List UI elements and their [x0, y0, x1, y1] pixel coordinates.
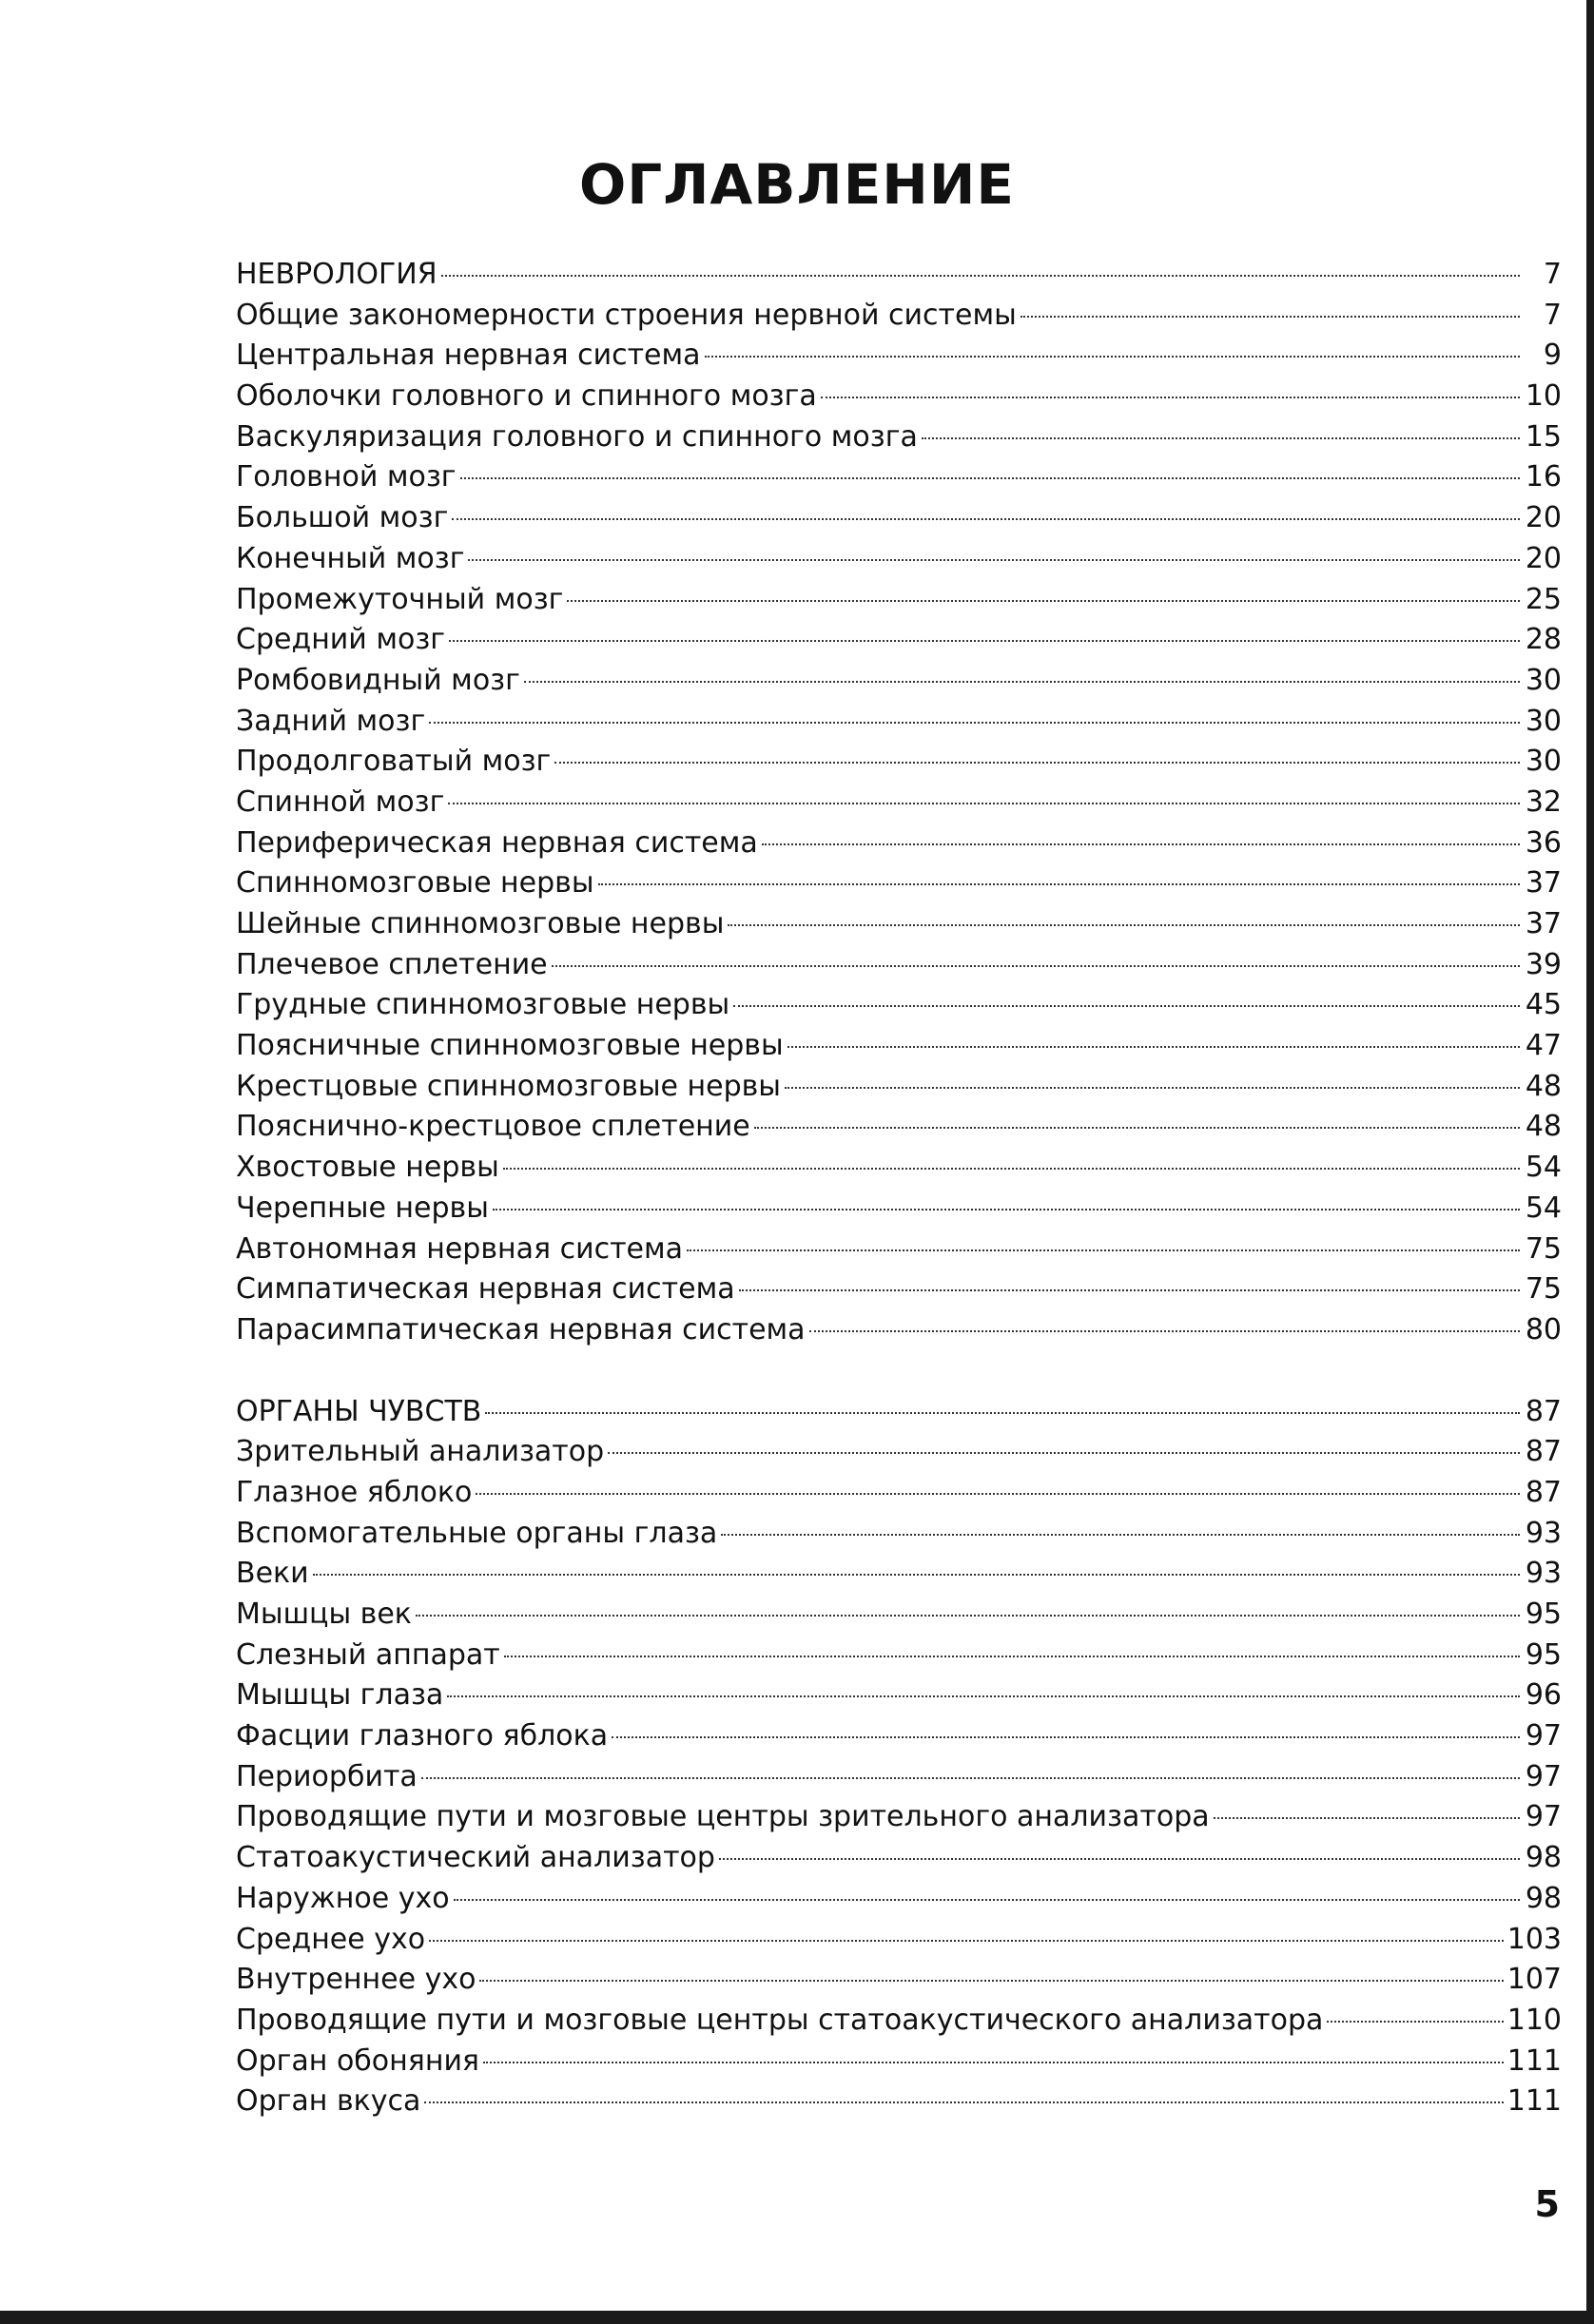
- toc-entry-page: 37: [1525, 907, 1562, 940]
- toc-entry-page: 47: [1525, 1029, 1562, 1063]
- toc-entry: [236, 1838, 1562, 1879]
- toc-entry-page: 107: [1507, 1963, 1562, 1997]
- toc-entry-title: Глазное яблоко: [236, 1475, 473, 1509]
- toc-entry-title: Статоакустический анализатор: [236, 1841, 715, 1875]
- toc-entry: [236, 985, 1562, 1026]
- toc-dot-leader: [447, 1695, 1520, 1697]
- toc-entry: [236, 2001, 1562, 2042]
- toc-entry: [236, 863, 1562, 904]
- toc-entry: [236, 783, 1562, 823]
- toc-dot-leader: [424, 2101, 1503, 2103]
- toc-dot-leader: [598, 883, 1520, 885]
- toc-entry: [236, 296, 1562, 337]
- toc-entry: [236, 580, 1562, 621]
- toc-entry-page: 54: [1525, 1151, 1562, 1185]
- toc-entry: [236, 498, 1562, 539]
- toc-dot-leader: [452, 518, 1520, 520]
- toc-dot-leader: [468, 559, 1520, 561]
- toc-entry-page: 15: [1525, 419, 1562, 454]
- toc-dot-leader: [728, 924, 1520, 926]
- toc-entry-page: 97: [1525, 1800, 1562, 1834]
- toc-entry: [236, 1879, 1562, 1920]
- toc-dot-leader: [721, 1534, 1520, 1536]
- toc-dot-leader: [476, 1493, 1520, 1495]
- toc-entry-title: Пояснично-крестцовое сплетение: [236, 1110, 750, 1144]
- toc-entry: [236, 1432, 1562, 1473]
- toc-entry-page: 48: [1525, 1069, 1562, 1103]
- toc-entry: [236, 1067, 1562, 1108]
- toc-dot-leader: [479, 1980, 1503, 1982]
- scan-edge-bottom: [0, 2311, 1594, 2324]
- toc-entry-title: Мышцы глаза: [236, 1678, 444, 1713]
- toc-entry-page: 45: [1525, 988, 1562, 1022]
- toc-entry: [236, 661, 1562, 702]
- toc-entry-title: Фасции глазного яблока: [236, 1719, 609, 1753]
- toc-dot-leader: [719, 1858, 1520, 1860]
- toc-dot-leader: [448, 803, 1520, 804]
- toc-entry: [236, 1269, 1562, 1310]
- toc-dot-leader: [493, 1209, 1520, 1210]
- toc-entry: [236, 1675, 1562, 1716]
- toc-entry-page: 110: [1507, 2003, 1562, 2037]
- toc-dot-leader: [483, 2062, 1504, 2063]
- toc-entry: [236, 945, 1562, 986]
- toc-entry-title: Проводящие пути и мозговые центры зрительного анализатора: [236, 1800, 1210, 1834]
- table-of-contents: [236, 255, 1562, 2163]
- toc-dot-leader: [1327, 2021, 1503, 2023]
- toc-entry-title: Шейные спинномозговые нервы: [236, 907, 725, 940]
- toc-entry-title: Черепные нервы: [236, 1191, 489, 1225]
- toc-entry-title: Конечный мозг: [236, 541, 465, 575]
- toc-entry: [236, 377, 1562, 417]
- toc-entry: [236, 1595, 1562, 1636]
- toc-entry-page: 28: [1525, 623, 1562, 657]
- toc-entry-title: Хвостовые нервы: [236, 1151, 499, 1185]
- toc-entry-page: 95: [1525, 1598, 1562, 1631]
- toc-entry-page: 37: [1525, 866, 1562, 901]
- toc-entry-page: 111: [1507, 2043, 1562, 2078]
- toc-dot-leader: [567, 600, 1520, 602]
- toc-entry-page: 75: [1525, 1231, 1562, 1266]
- toc-entry: [236, 1310, 1562, 1351]
- toc-entry-page: 7: [1543, 298, 1562, 332]
- toc-dot-leader: [416, 1615, 1520, 1617]
- toc-entry: [236, 417, 1562, 458]
- toc-entry-title: Промежуточный мозг: [236, 582, 564, 616]
- toc-entry-page: 10: [1525, 379, 1562, 414]
- toc-entry-title: Большой мозг: [236, 501, 449, 535]
- toc-entry-title: Орган обоняния: [236, 2043, 479, 2078]
- toc-dot-leader: [449, 640, 1520, 642]
- toc-entry-page: 25: [1525, 582, 1562, 616]
- toc-dot-leader: [739, 1289, 1520, 1291]
- toc-entry-page: 80: [1525, 1312, 1562, 1346]
- toc-section-sense-organs: [236, 1392, 1562, 2122]
- toc-entry: [236, 1473, 1562, 1514]
- toc-dot-leader: [552, 965, 1520, 967]
- toc-entry-page: 93: [1525, 1557, 1562, 1591]
- toc-entry-title: Поясничные спинномозговые нервы: [236, 1029, 784, 1063]
- toc-entry: [236, 1392, 1562, 1433]
- toc-entry-title: Проводящие пути и мозговые центры статоакустического анализатора: [236, 2003, 1324, 2037]
- toc-entry-title: Крестцовые спинномозговые нервы: [236, 1069, 781, 1103]
- toc-entry-page: 96: [1525, 1678, 1562, 1713]
- toc-entry: [236, 1716, 1562, 1757]
- toc-entry: [236, 336, 1562, 377]
- toc-entry: [236, 1514, 1562, 1555]
- toc-entry-page: 98: [1525, 1841, 1562, 1875]
- toc-entry: [236, 742, 1562, 783]
- toc-entry-title: Центральная нервная система: [236, 339, 701, 373]
- toc-entry-page: 87: [1525, 1435, 1562, 1469]
- toc-entry-title: Средний мозг: [236, 623, 446, 657]
- toc-entry-title: Периферическая нервная система: [236, 825, 758, 860]
- toc-dot-leader: [687, 1249, 1520, 1251]
- toc-entry-title: Среднее ухо: [236, 1922, 426, 1956]
- toc-entry-title: Спинной мозг: [236, 784, 445, 819]
- toc-dot-leader: [554, 762, 1520, 764]
- toc-entry: [236, 1148, 1562, 1189]
- toc-dot-leader: [454, 1899, 1520, 1901]
- toc-dot-leader: [313, 1574, 1520, 1576]
- toc-entry-page: 9: [1543, 339, 1562, 373]
- toc-entry-title: Ромбовидный мозг: [236, 663, 520, 697]
- toc-entry: [236, 904, 1562, 945]
- toc-entry-page: 30: [1525, 704, 1562, 738]
- toc-entry-title: Вспомогательные органы глаза: [236, 1516, 718, 1550]
- scan-edge-right: [1586, 0, 1594, 2324]
- page-number: 5: [1534, 2183, 1560, 2225]
- toc-dot-leader: [787, 1046, 1520, 1048]
- toc-dot-leader: [460, 477, 1520, 479]
- toc-dot-leader: [503, 1168, 1520, 1170]
- toc-entry-page: 20: [1525, 541, 1562, 575]
- toc-entry-page: 111: [1507, 2084, 1562, 2119]
- toc-entry-title: Зрительный анализатор: [236, 1435, 605, 1469]
- toc-entry-title: НЕВРОЛОГИЯ: [236, 258, 437, 291]
- toc-entry: [236, 1107, 1562, 1148]
- toc-entry-page: 98: [1525, 1881, 1562, 1915]
- toc-dot-leader: [785, 1087, 1520, 1089]
- toc-entry-page: 93: [1525, 1516, 1562, 1550]
- toc-dot-leader: [922, 437, 1520, 439]
- toc-dot-leader: [1214, 1817, 1520, 1819]
- toc-entry-page: 48: [1525, 1110, 1562, 1144]
- toc-dot-leader: [429, 722, 1520, 724]
- toc-entry-title: Грудные спинномозговые нервы: [236, 988, 730, 1022]
- toc-entry: [236, 255, 1562, 296]
- toc-entry-title: Оболочки головного и спинного мозга: [236, 379, 817, 414]
- toc-entry-page: 54: [1525, 1191, 1562, 1225]
- toc-entry-title: Задний мозг: [236, 704, 426, 738]
- toc-entry-title: Автономная нервная система: [236, 1231, 684, 1266]
- toc-dot-leader: [504, 1656, 1520, 1657]
- toc-entry-title: Орган вкуса: [236, 2084, 421, 2119]
- toc-dot-leader: [809, 1330, 1520, 1332]
- toc-entry: [236, 1230, 1562, 1270]
- toc-dot-leader: [421, 1777, 1520, 1779]
- toc-entry: [236, 1797, 1562, 1838]
- toc-entry-page: 30: [1525, 745, 1562, 779]
- toc-entry: [236, 1189, 1562, 1230]
- toc-dot-leader: [441, 275, 1520, 277]
- toc-dot-leader: [524, 681, 1520, 683]
- page-title: ОГЛАВЛЕНИЕ: [578, 152, 1016, 217]
- toc-entry-page: 75: [1525, 1272, 1562, 1307]
- toc-section-neurology: [236, 255, 1562, 1351]
- toc-dot-leader: [762, 843, 1520, 845]
- toc-entry: [236, 823, 1562, 864]
- toc-entry-page: 7: [1543, 258, 1562, 291]
- toc-dot-leader: [821, 397, 1520, 398]
- toc-entry-page: 97: [1525, 1759, 1562, 1793]
- toc-dot-leader: [612, 1736, 1520, 1738]
- toc-entry-page: 87: [1525, 1394, 1562, 1428]
- toc-entry-title: Веки: [236, 1557, 309, 1591]
- toc-entry: [236, 2082, 1562, 2122]
- toc-entry: [236, 1636, 1562, 1676]
- toc-dot-leader: [1021, 316, 1520, 318]
- toc-entry-title: ОРГАНЫ ЧУВСТВ: [236, 1394, 482, 1428]
- toc-entry-title: Спинномозговые нервы: [236, 866, 594, 901]
- toc-entry-page: 87: [1525, 1475, 1562, 1509]
- toc-entry: [236, 539, 1562, 580]
- toc-entry-title: Периорбита: [236, 1759, 418, 1793]
- toc-dot-leader: [429, 1940, 1504, 1942]
- toc-entry-title: Парасимпатическая нервная система: [236, 1312, 806, 1346]
- toc-dot-leader: [485, 1412, 1520, 1414]
- toc-entry: [236, 457, 1562, 498]
- toc-dot-leader: [608, 1452, 1520, 1454]
- toc-entry-page: 16: [1525, 460, 1562, 494]
- toc-entry-page: 39: [1525, 947, 1562, 981]
- toc-entry-title: Внутреннее ухо: [236, 1963, 476, 1997]
- toc-entry-title: Наружное ухо: [236, 1881, 450, 1915]
- toc-entry-page: 103: [1507, 1922, 1562, 1956]
- toc-dot-leader: [705, 356, 1520, 358]
- toc-entry-title: Продолговатый мозг: [236, 745, 552, 779]
- toc-entry: [236, 702, 1562, 743]
- toc-entry-title: Головной мозг: [236, 460, 457, 494]
- toc-entry-page: 36: [1525, 825, 1562, 860]
- toc-entry-title: Мышцы век: [236, 1598, 412, 1631]
- toc-dot-leader: [754, 1127, 1520, 1129]
- toc-entry: [236, 1960, 1562, 2001]
- toc-entry-page: 97: [1525, 1719, 1562, 1753]
- toc-entry-page: 32: [1525, 784, 1562, 819]
- toc-entry: [236, 2042, 1562, 2082]
- toc-entry: [236, 1026, 1562, 1067]
- toc-entry-title: Симпатическая нервная система: [236, 1272, 735, 1307]
- toc-entry-title: Васкуляризация головного и спинного мозга: [236, 419, 918, 454]
- toc-entry: [236, 1920, 1562, 1961]
- toc-entry: [236, 620, 1562, 661]
- toc-entry-title: Общие закономерности строения нервной системы: [236, 298, 1017, 332]
- toc-entry-title: Слезный аппарат: [236, 1637, 500, 1672]
- toc-entry: [236, 1554, 1562, 1595]
- toc-entry-page: 20: [1525, 501, 1562, 535]
- toc-entry: [236, 1757, 1562, 1798]
- toc-entry-page: 95: [1525, 1637, 1562, 1672]
- toc-dot-leader: [733, 1005, 1520, 1007]
- toc-entry-page: 30: [1525, 663, 1562, 697]
- toc-entry-title: Плечевое сплетение: [236, 947, 548, 981]
